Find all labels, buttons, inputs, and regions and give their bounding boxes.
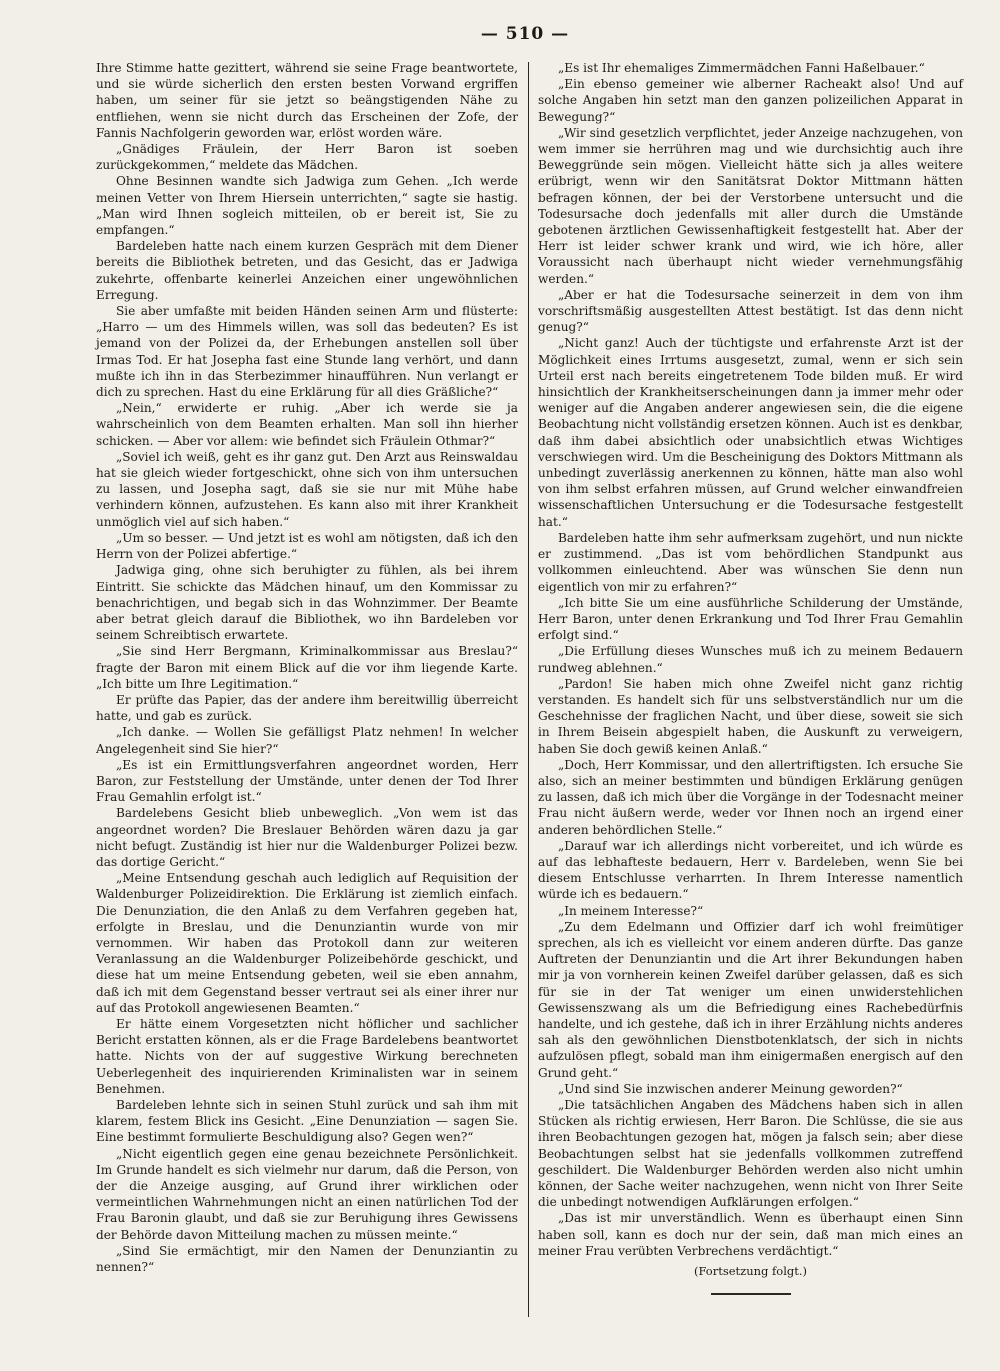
left-column [96,60,518,1275]
paragraph: Sie aber umfaßte mit beiden Händen seinen Arm und flüsterte: „Harro — um des Himmels willen, was soll das bedeuten? Es ist jemand von der Polizei da, der Erhebungen anstellen soll über Irmas Tod. Er hat Josepha fast eine Stunde lang verhört, und dann mußte ich ihn in das Sterbezimmer hinaufführen. Nun verlangt er dich zu sprechen. Hast du eine Erklärung für all dies Gräßliche?“ [96,304,518,400]
paragraph: Ohne Besinnen wandte sich Jadwiga zum Gehen. „Ich werde meinen Vetter von Ihrem Hiersein unterrichten,“ sagte sie hastig. „Man wird Ihnen sogleich mitteilen, ob er bereit ist, Sie zu empfangen.“ [96,174,518,238]
paragraph: „Ich danke. — Wollen Sie gefälligst Platz nehmen! In welcher Angelegenheit sind Sie hier?“ [96,725,518,756]
paragraph: „In meinem Interesse?“ [558,903,704,918]
paragraph: Bardeleben hatte ihm sehr aufmerksam zugehört, und nun nickte er zustimmend. „Das ist vom behördlichen Standpunkt aus vollkommen einleuchtend. Aber was wünschen Sie denn nun eigentlich von mir zu erfahren?“ [538,530,963,594]
paragraph: „Und sind Sie inzwischen anderer Meinung geworden?“ [558,1081,903,1096]
end-rule [711,1293,791,1295]
paragraph: Bardelebens Gesicht blieb unbeweglich. „Von wem ist das angeordnet worden? Die Breslauer Behörden wären dazu ja gar nicht befugt. Zuständig ist hier nur die Waldenburger Polizei bezw. das dortige Gericht.“ [96,806,518,869]
paragraph: „Aber er hat die Todesursache seinerzeit in dem von ihm vorschriftsmäßig ausgestellten Attest bestätigt. Ist das denn nicht genug?“ [538,287,963,335]
paragraph: „Wir sind gesetzlich verpflichtet, jeder Anzeige nachzugehen, von wem immer sie herrühren mag und wie durchsichtig auch ihre Beweggründe sein mögen. Vielleicht hätte sich ja alles weitere erübrigt, wenn wir den Sanitätsrat Doktor Mittmann hätten befragen können, der bei der Verstorbene untersucht und die Todesursache doch jedenfalls mit aller durch die Umstände gebotenen ärztlichen Gewissenhaftigkeit festgestellt hat. Aber der Herr ist leider schwer krank und wird, wie ich höre, aller Voraussicht nach überhaupt nicht wieder vernehmungsfähig werden.“ [538,125,963,286]
paragraph: „Pardon! Sie haben mich ohne Zweifel nicht ganz richtig verstanden. Es handelt sich für uns selbstverständlich nur um die Geschehnisse der fraglichen Nacht, und über diese, soweit sie sich in Ihrem Beisein abgespielt haben, die Auskunft zu verweigern, haben Sie doch gewiß keinen Anlaß.“ [538,676,963,756]
paragraph: „Das ist mir unverständlich. Wenn es überhaupt einen Sinn haben soll, kann es doch nur der sein, daß man mich eines an meiner Frau verübten Verbrechens verdächtigt.“ [538,1211,963,1258]
paragraph: „Nicht eigentlich gegen eine genau bezeichnete Persönlichkeit. Im Grunde handelt es sich vielmehr nur darum, daß die Person, von der die Anzeige ausging, auf Grund ihrer wirklichen oder vermeintlichen Wahrnehmungen nicht an einen natürlichen Tod der Frau Baronin glaubt, und daß sie zur Beruhigung ihres Gewissens der Behörde davon Mitteilung machen zu müssen meinte.“ [96,1146,518,1242]
paragraph: Jadwiga ging, ohne sich beruhigter zu fühlen, als bei ihrem Eintritt. Sie schickte das Mädchen hinauf, um den Kommissar zu benachrichtigen, und begab sich in das Wohnzimmer. Der Beamte aber betrat gleich darauf die Bibliothek, wo ihn Bardeleben vor seinem Schreibtisch erwartete. [96,563,518,643]
continued-note: (Fortsetzung folgt.) [693,1264,808,1279]
paragraph: „Zu dem Edelmann und Offizier darf ich wohl freimütiger sprechen, als ich es vielleicht vor einem anderen dürfte. Das ganze Auftreten der Denunziantin und die Art ihrer Bekundungen haben mir ja von vornherein keinen Zweifel darüber gelassen, daß es sich für sie in der Tat weniger um einen unwiderstehlichen Gewissenszwang als um die Befriedigung eines Rachebedürfnis handelte, und ich gestehe, daß ich in ihrer Erzählung nichts anderes sah als den gewöhnlichen Dienstbotenklatsch, der sich in nichts aufzulösen pflegt, sobald man ihm einigermaßen energisch auf den Grund geht.“ [538,919,963,1080]
paragraph: Ihre Stimme hatte gezittert, während sie seine Frage beantwortete, und sie würde sicherlich den ersten besten Vorwand ergriffen haben, um seiner für sie jetzt so beängstigenden Nähe zu entfliehen, wenn sie nicht durch das Erscheinen der Zofe, der Fannis Nachfolgerin geworden war, erlöst worden wäre. [96,61,518,140]
paragraph: „Es ist ein Ermittlungsverfahren angeordnet worden, Herr Baron, zur Feststellung der Umstände, unter denen der Tod Ihrer Frau Gemahlin erfolgt ist.“ [96,757,518,805]
paragraph: „Meine Entsendung geschah auch lediglich auf Requisition der Waldenburger Polizeidirektion. Die Erklärung ist ziemlich einfach. Die Denunziation, die den Anlaß zu dem Verfahren gegeben hat, erfolgte in Breslau, und die Denunziantin wurde von mir vernommen. Wir haben das Protokoll dann zur weiteren Veranlassung an die Waldenburger Polizeibehörde geschickt, und diese hat um meine Entsendung gebeten, weil sie eben annahm, daß ich mit dem Gegenstand besser vertraut sei als einer ihrer nur auf das Protokoll angewiesenen Beamten.“ [96,871,518,1015]
paragraph: „Es ist Ihr ehemaliges Zimmermädchen Fanni Haßelbauer.“ [558,61,925,75]
paragraph: „Ich bitte Sie um eine ausführliche Schilderung der Umstände, Herr Baron, unter denen Erkrankung und Tod Ihrer Frau Gemahlin erfolgt sind.“ [538,595,963,643]
paragraph: „Nein,“ erwiderte er ruhig. „Aber ich werde sie ja wahrscheinlich von dem Beamten erhalten. Man soll ihn hierher schicken. — Aber vor allem: wie befindet sich Fräulein Othmar?“ [96,401,518,448]
paragraph: „Darauf war ich allerdings nicht vorbereitet, und ich würde es auf das lebhafteste bedauern, Herr v. Bardeleben, wenn Sie bei diesem Entschlusse verharrten. In Ihrem Interesse namentlich würde ich es bedauern.“ [538,838,963,902]
column-divider [528,62,529,1317]
paragraph: „Um so besser. — Und jetzt ist es wohl am nötigsten, daß ich den Herrn von der Polizei abfertige.“ [96,530,518,562]
paragraph: „Gnädiges Fräulein, der Herr Baron ist soeben zurückgekommen,“ meldete das Mädchen. [96,142,518,173]
paragraph: „Soviel ich weiß, geht es ihr ganz gut. Den Arzt aus Reinswaldau hat sie gleich wieder fortgeschickt, ohne sich von ihm untersuchen zu lassen, und Josepha sagt, daß sie sie nur mit Mühe habe verhindern können, aufzustehen. Es kann also mit ihrer Krankheit unmöglich viel auf sich haben.“ [96,449,518,529]
paragraph: „Nicht ganz! Auch der tüchtigste und erfahrenste Arzt ist der Möglichkeit eines Irrtums ausgesetzt, zumal, wenn er sich sein Urteil erst nach bereits eingetretenem Tode bilden muß. Er wird hinsichtlich der Krankheitserscheinungen dann ja immer mehr oder weniger auf die Angaben anderer angewiesen sein, die die eigene Beobachtung nicht vollständig ersetzen können. Auch ist es denkbar, daß ihm dabei absichtlich oder unabsichtlich etwas Wichtiges verschwiegen wird. Um die Bescheinigung des Doktors Mittmann als unbedingt zuverlässig anerkennen zu können, hätte man also wohl von ihm selbst erfahren müssen, auf Grund welcher einwandfreien wissenschaftlichen Untersuchung er die Todesursache festgestellt hat.“ [538,336,963,529]
paragraph: Bardeleben lehnte sich in seinen Stuhl zurück und sah ihm mit klarem, festem Blick ins Gesicht. „Eine Denunziation — sagen Sie. Eine bestimmt formulierte Beschuldigung also? Gegen wen?“ [96,1098,518,1145]
paragraph: „Doch, Herr Kommissar, und den allertriftigsten. Ich ersuche Sie also, sich an meiner bestimmten und bündigen Erklärung genügen zu lassen, daß ich mich über die Vorgänge in der Todesnacht meiner Frau nicht äußern werde, weder vor Ihnen noch an irgend einer anderen behördlichen Stelle.“ [538,757,963,837]
page-number: — 510 — [480,24,570,44]
paragraph: Bardeleben hatte nach einem kurzen Gespräch mit dem Diener bereits die Bibliothek betreten, und das Gesicht, das er Jadwiga zukehrte, offenbarte keinerlei Anzeichen einer ungewöhnlichen Erregung. [96,239,518,302]
paragraph: „Sind Sie ermächtigt, mir den Namen der Denunziantin zu nennen?“ [96,1243,518,1275]
paragraph: „Sie sind Herr Bergmann, Kriminalkommissar aus Breslau?“ fragte der Baron mit einem Blick auf die vor ihm liegende Karte. „Ich bitte um Ihre Legitimation.“ [96,644,518,691]
paragraph: „Die tatsächlichen Angaben des Mädchens haben sich in allen Stücken als richtig erwiesen, Herr Baron. Die Schlüsse, die sie aus ihren Beobachtungen gezogen hat, mögen ja falsch sein; aber diese Beobachtungen selbst hat sie jedenfalls vollkommen zutreffend geschildert. Die Waldenburger Behörden werden also nicht umhin können, der Sache weiter nachzugehen, wenn nicht von Ihrer Seite die unbedingt notwendigen Aufklärungen erfolgen.“ [538,1098,963,1210]
paragraph: Er hätte einem Vorgesetzten nicht höflicher und sachlicher Bericht erstatten können, als er die Frage Bardelebens beantwortet hatte. Nichts von der auf suggestive Wirkung berechneten Ueberlegenheit des inquirierenden Kriminalisten war in seinem Benehmen. [96,1016,518,1096]
right-column [538,60,963,1295]
paragraph: Er prüfte das Papier, das der andere ihm bereitwillig überreicht hatte, und gab es zurück. [96,692,518,724]
paragraph: „Die Erfüllung dieses Wunsches muß ich zu meinem Bedauern rundweg ablehnen.“ [538,644,963,675]
paragraph: „Ein ebenso gemeiner wie alberner Racheakt also! Und auf solche Angaben hin setzt man den ganzen polizeilichen Apparat in Bewegung?“ [538,77,963,124]
